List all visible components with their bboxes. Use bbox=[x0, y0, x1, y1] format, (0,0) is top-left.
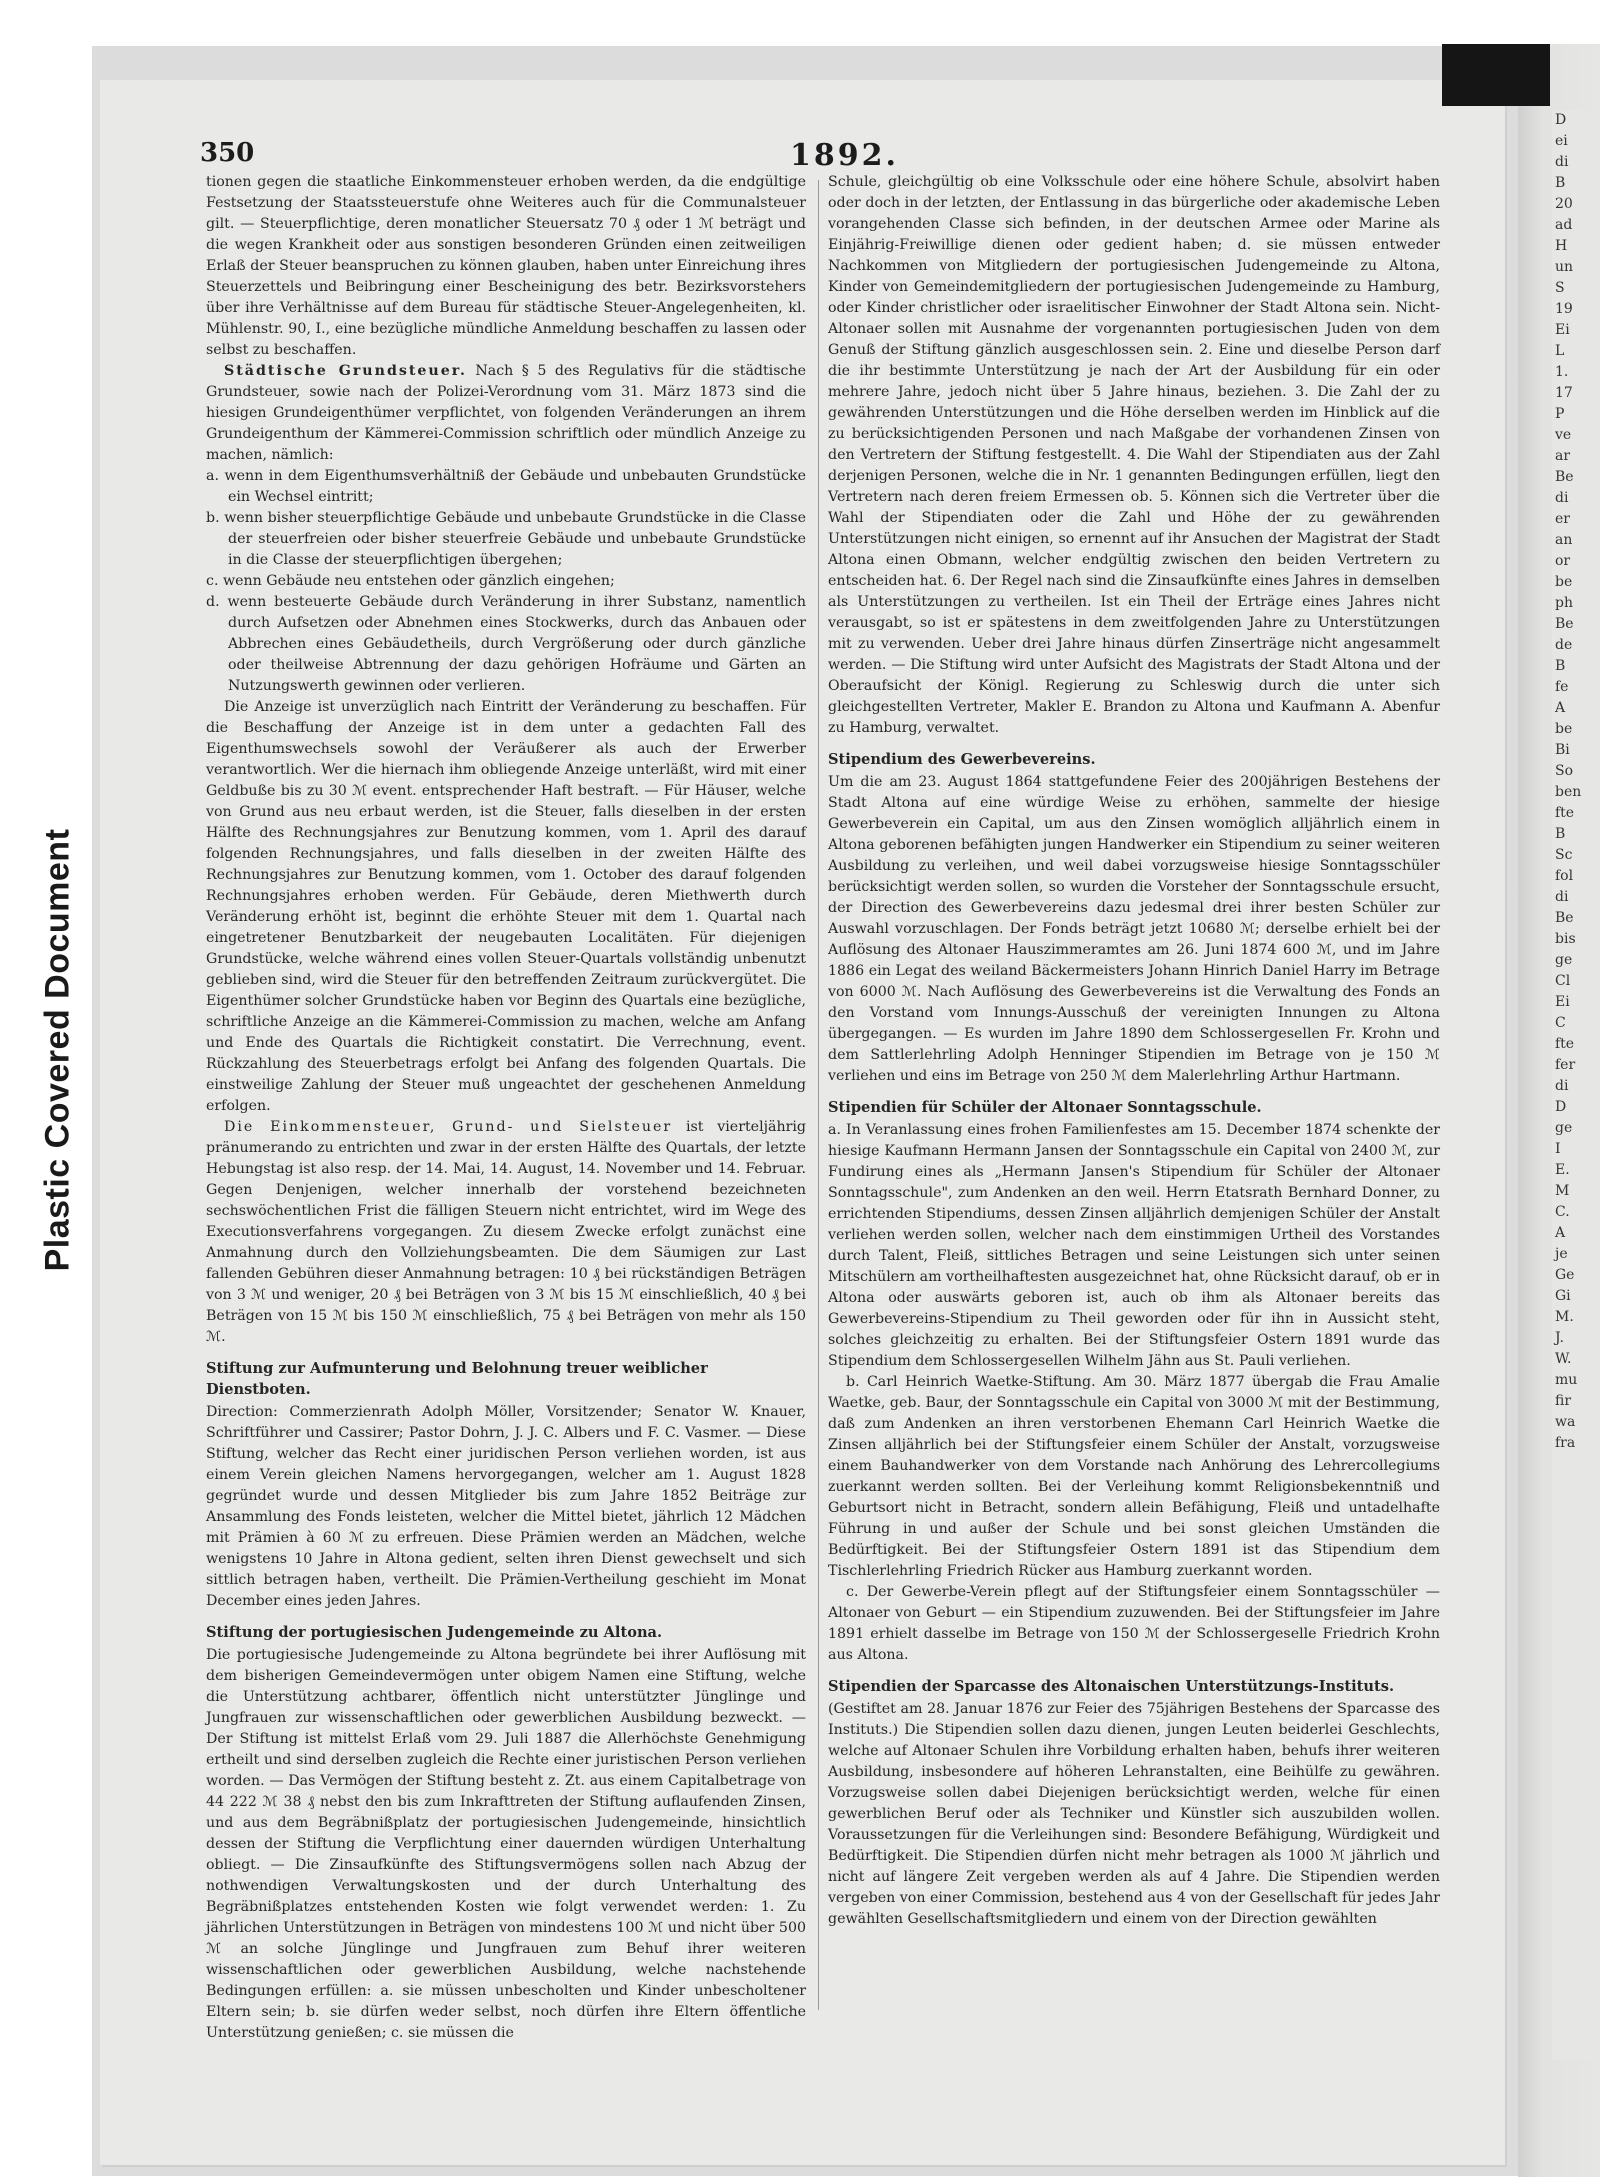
edge-text-fragment: fte bbox=[1555, 1036, 1575, 1052]
list-item: c. wenn Gebäude neu entstehen oder gänzlich eingehen; bbox=[206, 573, 615, 589]
column-divider bbox=[818, 180, 819, 2010]
list-item: b. wenn bisher steuerpflichtige Gebäude und unbebaute Grundstücke in die Classe der steuerfreien oder bisher steuerfreie Gebäude und unbebaute Grundstücke in die Classe der steuerpflichtigen übergehen; bbox=[206, 510, 806, 568]
grundsteuer-paragraph bbox=[206, 361, 806, 466]
edge-text-fragment: L bbox=[1555, 343, 1565, 359]
edge-text-fragment: E. bbox=[1555, 1162, 1570, 1178]
edge-text-fragment: an bbox=[1555, 532, 1573, 548]
gewerbeverein-text: Um die am 23. August 1864 stattgefundene Feier des 200jährigen Bestehens der Stadt Altona auf eine würdige Weise zu erhöhen, sammelte der hiesige Gewerbeverein ein Capital, um aus den Zinsen womöglich alljährlich einem in Altona geborenen befähigten jungen Handwerker ein Stipendium zu seiner weiteren Ausbildung zu verleihen, und weil dabei vorzugsweise hiesige Sonntagsschüler berücksichtigt werden sollen, so wurden die Vorsteher der Sonntagsschule ersucht, der Direction des Gewerbevereins dazu jedesmal drei ihrer besten Schüler zur Auswahl vorzuschlagen. Der Fonds beträgt jetzt 10680 ℳ; derselbe erhielt bei der Auflösung des Altonaer Hauszimmeramtes am 26. Juni 1874 600 ℳ, und im Jahre 1886 ein Legat des weiland Bäckermeisters Johann Hinrich Daniel Harry im Betrage von 6000 ℳ. Nach Auflösung des Gewerbevereins ist die Verwaltung des Fonds an den Vorstand vom Innungs-Ausschuß der vereinigten Innungen zu Altona übergegangen. — Es wurden im Jahre 1890 dem Schlossergesellen Fr. Krohn und dem Sattlerlehrling Adolph Henninger Stipendien im Betrage von je 150 ℳ verliehen und eins im Betrage von 250 ℳ dem Malerlehrling Arthur Hartmann. bbox=[828, 774, 1440, 1084]
edge-text-fragment: ge bbox=[1555, 1120, 1573, 1136]
page-number: 350 bbox=[200, 138, 255, 168]
edge-text-fragment: di bbox=[1555, 154, 1569, 170]
list-item: a. wenn in dem Eigenthumsverhältniß der Gebäude und unbebauten Grundstücke ein Wechsel eintritt; bbox=[206, 468, 806, 505]
edge-text-fragment: bis bbox=[1555, 931, 1576, 947]
edge-text-fragment: D bbox=[1555, 112, 1567, 128]
edge-text-fragment: fer bbox=[1555, 1057, 1576, 1073]
edge-text-fragment: So bbox=[1555, 763, 1574, 779]
edge-text-fragment: B bbox=[1555, 175, 1566, 191]
edge-text-fragment: Be bbox=[1555, 910, 1574, 926]
stiftung-dienstboten-heading: Stiftung zur Aufmunterung und Belohnung treuer weiblicher Dienstboten. bbox=[206, 1360, 708, 1398]
edge-text-fragment: un bbox=[1555, 259, 1574, 275]
plastic-covered-stamp: Plastic Covered Document bbox=[38, 828, 77, 1272]
sparcasse-heading: Stipendien der Sparcasse des Altonaischen Unterstützungs-Instituts. bbox=[828, 1678, 1395, 1695]
edge-text-fragment: J. bbox=[1555, 1330, 1564, 1346]
edge-text-fragment: H bbox=[1555, 238, 1568, 254]
edge-text-fragment: je bbox=[1555, 1246, 1568, 1262]
edge-text-fragment: B bbox=[1555, 658, 1566, 674]
stiftung-judengemeinde-text: Die portugiesische Judengemeinde zu Altona begründete bei ihrer Auflösung mit dem bisherigen Gemeindevermögen unter obigem Namen eine Stiftung, welche die Unterstützung achtbarer, öffentlich nicht unterstützter Jünglinge und Jungfrauen zur wissenschaftlichen oder gewerblichen Ausbildung bezweckt. — Der Stiftung ist mittelst Erlaß vom 29. Juli 1887 die Allerhöchste Genehmigung ertheilt und sind derselben zugleich die Rechte einer juristischen Person verliehen worden. — Das Vermögen der Stiftung besteht z. Zt. aus einem Capitalbetrage von 44 222 ℳ 38 ₰ nebst den bis zum Inkrafttreten der Stiftung auflaufenden Zinsen, und aus dem Begräbnißplatz der portugiesischen Judengemeinde, hinsichtlich dessen der Stiftung die Verpflichtung einer dauernden würdigen Unterhaltung obliegt. — Die Zinsaufkünfte des Stiftungsvermögens sollen nach Abzug der nothwendigen Verwaltungskosten und der durch Unterhaltung des Begräbnißplatzes entstehenden Kosten wie folgt verwendet werden: 1. Zu jährlichen Unterstützungen in Beträgen von mindestens 100 ℳ und nicht über 500 ℳ an solche Jünglinge und Jungfrauen zum Behuf ihrer weiteren wissenschaftlichen oder gewerblichen Ausbildung, welche nachstehende Bedingungen erfüllen: a. sie müssen unbescholten und Kinder unbescholtener Eltern sein; b. sie dürfen weder selbst, noch dürfen ihre Eltern öffentliche Unterstützung genießen; c. sie müssen die bbox=[206, 1647, 806, 2041]
edge-text-fragment: S bbox=[1555, 280, 1565, 296]
sonntagsschule-c: c. Der Gewerbe-Verein pflegt auf der Stiftungsfeier einem Sonntagsschüler — Altonaer von Geburt — ein Stipendium zuzuwenden. Bei der Stiftungsfeier im Jahre 1891 erhielt dasselbe im Betrage von 150 ℳ der Schlossergeselle Friedrich Krohn aus Altona. bbox=[828, 1584, 1440, 1663]
sonntagsschule-b: b. Carl Heinrich Waetke-Stiftung. Am 30. März 1877 übergab die Frau Amalie Waetke, geb. Baur, der Sonntagsschule ein Capital von 3000 ℳ mit der Bestimmung, daß zum Andenken an ihren verstorbenen Ehemann Carl Heinrich Waetke die Zinsen alljährlich bei der Stiftungsfeier einem Schüler der Anstalt, vorzugsweise einem Bauhandwerker von dem Vorstande nach Anhörung des Lehrercollegiums zuerkannt werden sollten. Bei der Verleihung kommt Religionsbekenntniß und Geburtsort nicht in Betracht, sondern allein Befähigung, Fleiß und untadelhafte Führung in und außer der Schule und bei sonst gleichen Umständen die Bedürftigkeit. Bei der Stiftungsfeier Ostern 1891 ist das Stipendium dem Tischlerlehrling Friedrich Rücker aus Hamburg zuerkannt worden. bbox=[828, 1374, 1440, 1579]
edge-text-fragment: 20 bbox=[1555, 196, 1573, 212]
edge-text-fragment: 17 bbox=[1555, 385, 1573, 401]
grundsteuer-lead: Städtische Grundsteuer. bbox=[224, 363, 467, 379]
edge-text-fragment: I bbox=[1555, 1141, 1561, 1157]
page-header bbox=[200, 138, 1450, 172]
edge-text-fragment: Ei bbox=[1555, 322, 1570, 338]
edge-text-fragment: C. bbox=[1555, 1204, 1570, 1220]
edge-text-fragment: ph bbox=[1555, 595, 1573, 611]
edge-text-fragment: C bbox=[1555, 1015, 1566, 1031]
edge-text-fragment: wa bbox=[1555, 1414, 1576, 1430]
adjacent-page-fragments bbox=[1552, 110, 1600, 2060]
edge-text-fragment: M. bbox=[1555, 1309, 1574, 1325]
edge-text-fragment: ei bbox=[1555, 133, 1568, 149]
edge-text-fragment: fra bbox=[1555, 1435, 1576, 1451]
edge-text-fragment: or bbox=[1555, 553, 1571, 569]
sparcasse-text: (Gestiftet am 28. Januar 1876 zur Feier des 75jährigen Bestehens der Sparcasse des Instituts.) Die Stipendien sollen dazu dienen, jungen Leuten beiderlei Geschlechts, welche auf Altonaer Schulen ihre Vorbildung erhalten haben, behufs ihrer weiteren Ausbildung, insbesondere auf höheren Lehranstalten, eine Beihülfe zu gewähren. Vorzugsweise sollen dabei Diejenigen berücksichtigt werden, welche für einen gewerblichen Beruf oder als Techniker und Künstler sich auszubilden wollen. Voraussetzungen für die Verleihungen sind: Besondere Befähigung, Würdigkeit und Bedürftigkeit. Die Stipendien dürfen nicht mehr betragen als 1000 ℳ jährlich und nicht auf längere Zeit vergeben werden als auf 4 Jahre. Die Stipendien werden vergeben von einer Commission, bestehend aus 4 von der Gesellschaft für jedes Jahr gewählten Gesellschaftsmitgliedern und einem von der Direction gewählten bbox=[828, 1701, 1440, 1927]
edge-text-fragment: ge bbox=[1555, 952, 1573, 968]
continuation-paragraph: Schule, gleichgültig ob eine Volksschule oder eine höhere Schule, absolvirt haben oder doch in der letzten, der Entlassung in das bürgerliche oder akademische Leben vorangehenden Classe sich befinden, in der deutschen Armee oder Marine als Einjährig-Freiwillige dienen oder gedient haben; d. sie müssen entweder Nachkommen von Mitgliedern der portugiesischen Judengemeinde zu Altona, Kinder von Gemeindemitgliedern der portugiesischen Judengemeinde zu Hamburg, oder Kinder christlicher oder israelitischer Einwohner der Stadt Altona sein. Nicht-Altonaer sollen mit Ausnahme der vorgenannten portugiesischen Juden von dem Genuß der Stiftung gänzlich ausgeschlossen sein. 2. Eine und dieselbe Person darf die ihr bestimmte Unterstützung je nach der Art der Ausbildung für ein oder mehrere Jahre, jedoch nicht über 5 Jahre hinaus, beziehen. 3. Die Zahl der zu gewährenden Unterstützungen und die Höhe derselben werden im Hinblick auf die zu berücksichtigenden Personen und nach Maßgabe der vorhandenen Zinsen von den Vertretern der Stiftung festgestellt. 4. Die Wahl der Stipendiaten aus der Zahl derjenigen Personen, welche die in Nr. 1 genannten Bedingungen erfüllen, liegt den Vertretern nach deren freiem Ermessen ob. 5. Können sich die Vertreter über die Wahl der Stipendiaten oder die Zahl und Höhe der zu gewährenden Unterstützungen nicht einigen, so ernennt auf ihr Ansuchen der Magistrat der Stadt Altona einen Obmann, welcher endgültig zwischen den beiden Vertretern zu entscheiden hat. 6. Der Regel nach sind die Zinsaufkünfte eines Jahres in demselben als Unterstützungen zu vertheilen. Ist ein Theil der Erträge eines Jahres nicht verausgabt, so ist er spätestens in dem zweitfolgenden Jahre zu Unterstützungen mit zu verwenden. Ueber drei Jahre hinaus dürfen Zinserträge nicht angesammelt werden. — Die Stiftung wird unter Aufsicht des Magistrats der Stadt Altona und der Oberaufsicht der Königl. Regierung zu Schleswig durch die unter sich gleichgestellten Vertreter, Makler E. Brandon zu Altona und Kaufmann A. Abenfur zu Hamburg, verwaltet. bbox=[828, 174, 1440, 736]
edge-text-fragment: ve bbox=[1555, 427, 1572, 443]
edge-text-fragment: Cl bbox=[1555, 973, 1571, 989]
page-year: 1892. bbox=[790, 138, 899, 173]
intro-paragraph: tionen gegen die staatliche Einkommensteuer erhoben werden, da die endgültige Festsetzung der Staatssteuerstufe ohne Weiteres auch für die Communalsteuer gilt. — Steuerpflichtige, deren monatlicher Steuersatz 70 ₰ oder 1 ℳ beträgt und die wegen Krankheit oder aus sonstigen besonderen Gründen einen zeitweiligen Erlaß der Steuer beanspruchen zu können glauben, haben unter Einreichung ihres Steuerzettels und Beibringung einer Bescheinigung des betr. Bezirksvorstehers über ihre Verhältnisse auf dem Bureau für städtische Steuer-Angelegenheiten, kl. Mühlenstr. 90, I., eine bezügliche mündliche Anmeldung beschaffen zu lassen oder selbst zu beschaffen. bbox=[206, 174, 806, 358]
edge-text-fragment: mu bbox=[1555, 1372, 1578, 1388]
edge-text-fragment: Be bbox=[1555, 616, 1574, 632]
left-column bbox=[206, 172, 807, 2041]
edge-text-fragment: D bbox=[1555, 1099, 1567, 1115]
scan-shadow bbox=[1442, 44, 1550, 106]
stamp-band bbox=[0, 0, 88, 2177]
edge-text-fragment: fir bbox=[1555, 1393, 1572, 1409]
edge-text-fragment: ar bbox=[1555, 448, 1571, 464]
edge-text-fragment: di bbox=[1555, 490, 1569, 506]
edge-text-fragment: P bbox=[1555, 406, 1565, 422]
edge-text-fragment: Bi bbox=[1555, 742, 1570, 758]
edge-text-fragment: B bbox=[1555, 826, 1566, 842]
edge-text-fragment: fe bbox=[1555, 679, 1569, 695]
edge-text-fragment: A bbox=[1555, 700, 1566, 716]
sonntagsschule-heading: Stipendien für Schüler der Altonaer Sonntagsschule. bbox=[828, 1099, 1262, 1116]
einkommen-text: ist vierteljährig pränumerando zu entrichten und zwar in der ersten Hälfte des Quartals, der letzte Hebungstag ist also resp. der 14. Mai, 14. August, 14. November und 14. Februar. Gegen Denjenigen, welcher innerhalb der vorstehend bezeichneten sechswöchentlichen Frist die fälligen Steuern nicht entrichtet, wird im Wege des Executionsverfahrens vorgegangen. Zu diesem Zwecke erfolgt zunächst eine Anmahnung durch den Vollziehungsbeamten. Die dem Säumigen zur Last fallenden Gebühren dieser Anmahnung betragen: 10 ₰ bei rückständigen Beträgen von 3 ℳ und weniger, 20 ₰ bei Beträgen von 3 ℳ bis 15 ℳ einschließlich, 40 ₰ bei Beträgen von 15 ℳ bis 150 ℳ einschließlich, 75 ₰ bei Beträgen von mehr als 150 ℳ. bbox=[206, 1119, 807, 1345]
edge-text-fragment: Sc bbox=[1555, 847, 1573, 863]
edge-text-fragment: A bbox=[1555, 1225, 1566, 1241]
edge-text-fragment: W. bbox=[1555, 1351, 1572, 1367]
gewerbeverein-heading: Stipendium des Gewerbevereins. bbox=[828, 751, 1096, 768]
edge-text-fragment: fol bbox=[1555, 868, 1574, 884]
edge-text-fragment: Ei bbox=[1555, 994, 1570, 1010]
edge-text-fragment: ben bbox=[1555, 784, 1582, 800]
edge-text-fragment: Be bbox=[1555, 469, 1574, 485]
edge-text-fragment: de bbox=[1555, 637, 1573, 653]
edge-text-fragment: be bbox=[1555, 574, 1573, 590]
edge-text-fragment: di bbox=[1555, 1078, 1569, 1094]
stiftung-dienstboten-text: Direction: Commerzienrath Adolph Möller, Vorsitzender; Senator W. Knauer, Schriftführer und Cassirer; Pastor Dohrn, J. J. C. Albers und F. C. Vasmer. — Diese Stiftung, welcher das Recht einer juridischen Person verliehen worden, ist aus einem Verein gleichen Namens hervorgegangen, welcher am 1. August 1828 gegründet wurde und dessen Mitglieder bis zum Jahre 1852 Beiträge zur Ansammlung des Fonds leisteten, welcher die Mittel bietet, jährlich 12 Mädchen mit Prämien à 60 ℳ zu erfreuen. Diese Prämien werden an Mädchen, welche wenigstens 10 Jahre in Altona gedient, selten ihren Dienst gewechselt und sich sittlich betragen haben, vertheilt. Die Prämien-Vertheilung geschieht im Monat December eines jeden Jahres. bbox=[206, 1404, 806, 1609]
edge-text-fragment: er bbox=[1555, 511, 1570, 527]
edge-text-fragment: di bbox=[1555, 889, 1569, 905]
edge-text-fragment: 1. bbox=[1555, 364, 1569, 380]
stiftung-judengemeinde-heading: Stiftung der portugiesischen Judengemeinde zu Altona. bbox=[206, 1624, 663, 1641]
sonntagsschule-a: a. In Veranlassung eines frohen Familienfestes am 15. December 1874 schenkte der hiesige Kaufmann Hermann Jansen der Sonntagsschule ein Capital von 2400 ℳ, zur Fundirung eines als „Hermann Jansen's Stipendium für Schüler der Altonaer Sonntagsschule", zum Andenken an den weil. Herrn Etatsrath Bernhard Donner, zu errichtenden Stipendiums, dessen Zinsen alljährlich demjenigen Schüler der Anstalt verliehen werden sollen, welcher nach dem einstimmigen Urtheil des Vorstandes durch Talent, Fleiß, sittliches Betragen und seine Leistungen sich unter seinen Mitschülern am vortheilhaftesten ausgezeichnet hat, ohne Rücksicht darauf, ob er in Altona oder auswärts geboren ist, auch ob ihm als Altonaer bereits das Gewerbevereins-Stipendium zu Theil geworden oder für ihn in Aussicht steht, solches gleichzeitig zu erhalten. Bei der Stiftungsfeier Ostern 1891 wurde das Stipendium dem Schlossergesellen Wilhelm Jähn aus St. Pauli verliehen. bbox=[828, 1122, 1440, 1369]
edge-text-fragment: Gi bbox=[1555, 1288, 1571, 1304]
edge-text-fragment: M bbox=[1555, 1183, 1570, 1199]
edge-text-fragment: ad bbox=[1555, 217, 1573, 233]
einkommen-paragraph bbox=[206, 1117, 806, 1348]
list-item: d. wenn besteuerte Gebäude durch Veränderung in ihrer Substanz, namentlich durch Aufsetzen oder Abnehmen eines Stockwerks, durch das Anbauen oder Abbrechen eines Gebäudetheils, durch Vergrößerung oder durch gänzliche oder theilweise Abtrennung der dazu gehörigen Hofräume und Gärten an Nutzungswerth gewinnen oder verlieren. bbox=[206, 594, 806, 694]
edge-text-fragment: Ge bbox=[1555, 1267, 1575, 1283]
grundsteuer-text: Nach § 5 des Regulativs für die städtische Grundsteuer, sowie nach der Polizei-Verordnung vom 31. März 1873 sind die hiesigen Grundeigenthümer verpflichtet, von folgenden Veränderungen an ihrem Grundeigenthum der Kämmerei-Commission schriftlich oder mündlich Anzeige zu machen, nämlich: bbox=[206, 363, 806, 463]
einkommen-lead: Die Einkommensteuer, Grund- und Sielsteuer bbox=[224, 1119, 673, 1135]
edge-text-fragment: 19 bbox=[1555, 301, 1573, 317]
edge-text-fragment: fte bbox=[1555, 805, 1575, 821]
edge-text-fragment: be bbox=[1555, 721, 1573, 737]
right-column bbox=[828, 172, 1440, 2002]
anzeige-paragraph: Die Anzeige ist unverzüglich nach Eintritt der Veränderung zu beschaffen. Für die Beschaffung der Anzeige ist in dem unter a gedachten Fall des Eigenthumswechsels sowohl der Veräußerer als auch der Erwerber verantwortlich. Wer die hiernach ihm obliegende Anzeige unterläßt, wird mit einer Geldbuße bis zu 30 ℳ event. entsprechender Haft bestraft. — Für Häuser, welche von Grund aus neu erbaut werden, ist die Steuer, falls dieselben in der ersten Hälfte des Rechnungsjahres zur Benutzung kommen, vom 1. April des darauf folgenden Rechnungsjahres, und falls dieselben in der zweiten Hälfte des Rechnungsjahres zur Benutzung kommen, vom 1. October des darauf folgenden Rechnungsjahres erhoben werden. Für Gebäude, deren Miethwerth durch Veränderung erhöht ist, beginnt die erhöhte Steuer mit dem 1. Quartal nach eingetretener Benutzbarkeit der neugebauten Localitäten. Für diejenigen Grundstücke, welche während eines vollen Steuer-Quartals vollständig unbenutzt geblieben sind, wird die Steuer für den betreffenden Zeitraum zurückvergütet. Die Eigenthümer solcher Grundstücke haben vor Beginn des Quartals eine bezügliche, schriftliche Anzeige an die Kämmerei-Commission zu machen, welche am Anfang und Ende des Quartals die Richtigkeit constatirt. Die Verrechnung, event. Rückzahlung des Steuerbetrags erfolgt bei Anfang des folgenden Quartals. Die einstweilige Zahlung der Steuer muß ungeachtet der geschehenen Anmeldung erfolgen. bbox=[206, 699, 806, 1114]
